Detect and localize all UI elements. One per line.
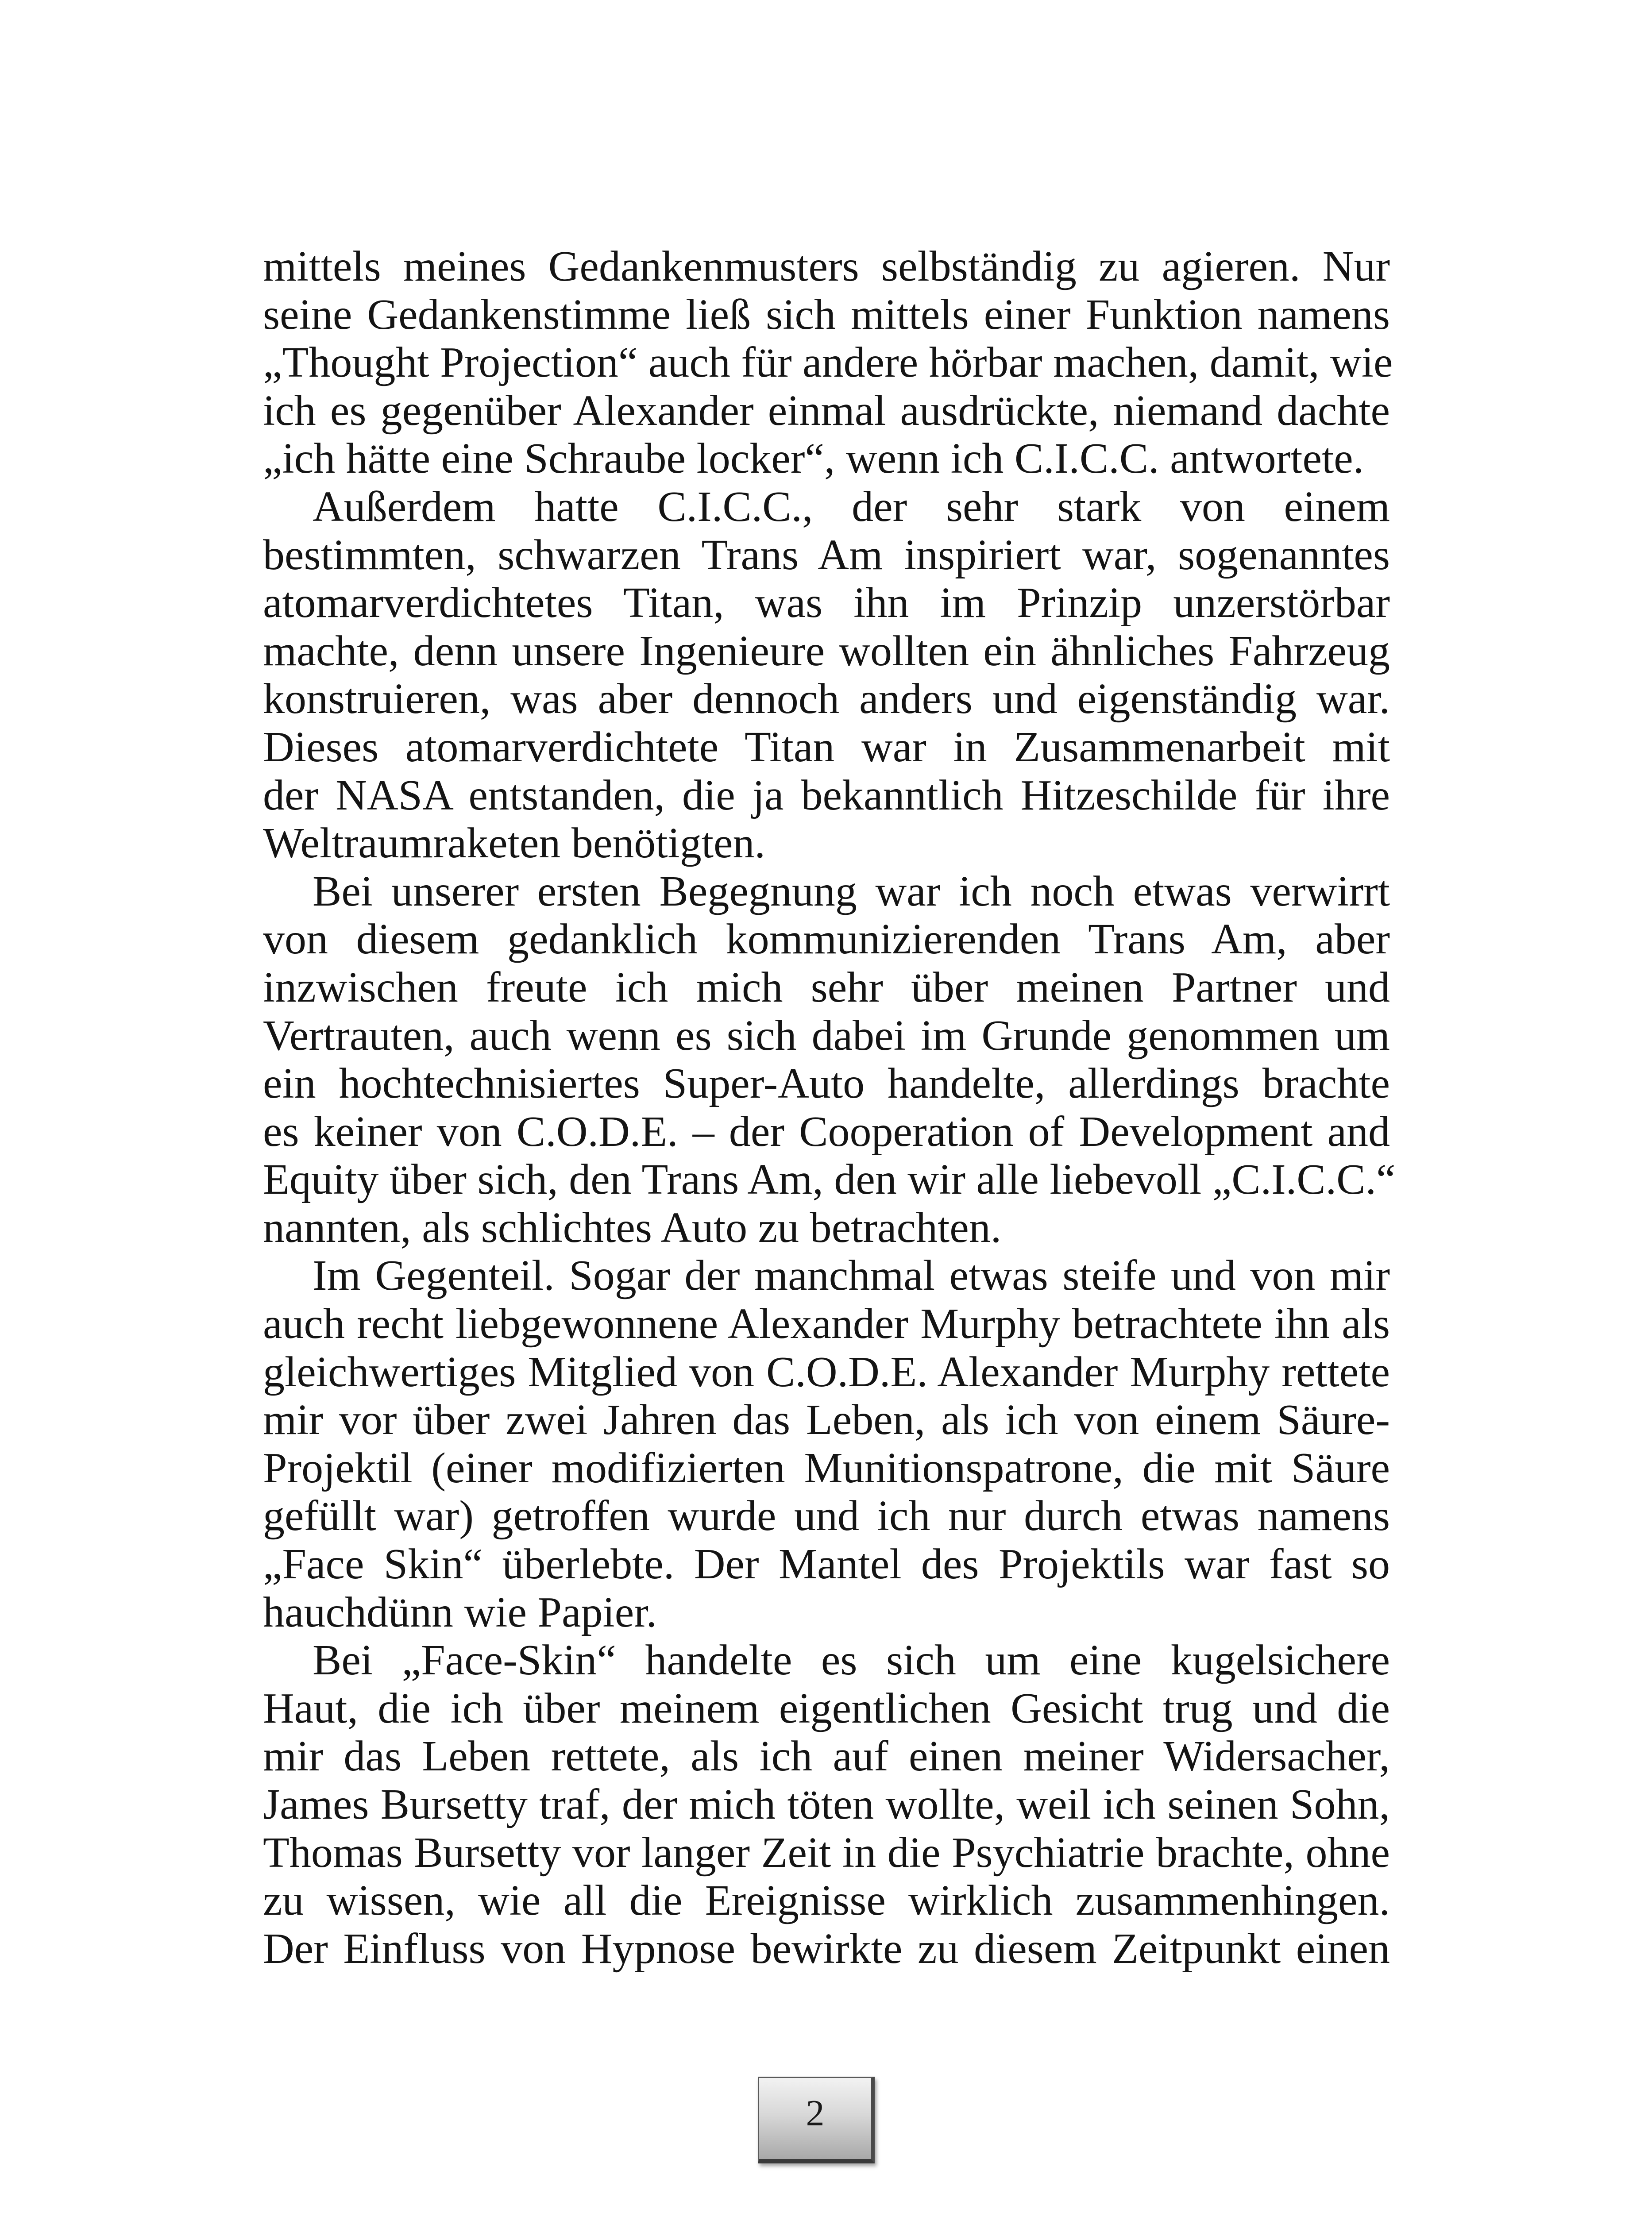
- page-number-badge: [758, 2077, 875, 2163]
- text-line: Haut, die ich über meinem eigentlichen Gesicht trug und die: [263, 1684, 1390, 1732]
- paragraph-1: [263, 243, 1393, 483]
- text-line: Vertrauten, auch wenn es sich dabei im Grunde genommen um: [263, 1011, 1390, 1060]
- text-line: Außerdem hatte C.I.C.C., der sehr stark von einem: [313, 482, 1390, 531]
- text-line: von diesem gedanklich kommunizierenden Trans Am, aber: [263, 915, 1390, 964]
- text-line: nannten, als schlichtes Auto zu betrachten.: [263, 1203, 1002, 1252]
- paragraph-3: [263, 867, 1396, 1252]
- text-line: Im Gegenteil. Sogar der manchmal etwas steife und von mir: [313, 1252, 1390, 1300]
- text-line: hauchdünn wie Papier.: [263, 1588, 657, 1636]
- text-line: ich es gegenüber Alexander einmal ausdrückte, niemand dachte: [263, 386, 1390, 435]
- text-line: „ich hätte eine Schraube locker“, wenn ich C.I.C.C. antwortete.: [263, 435, 1364, 483]
- paragraph-2: [263, 483, 1390, 867]
- text-line: zu wissen, wie all die Ereignisse wirklich zusammenhingen.: [263, 1877, 1390, 1925]
- text-line: bestimmten, schwarzen Trans Am inspiriert war, sogenanntes: [263, 531, 1390, 579]
- text-line: inzwischen freute ich mich sehr über meinen Partner und: [263, 963, 1390, 1011]
- text-line: Equity über sich, den Trans Am, den wir alle liebevoll „C.I.C.C.“: [263, 1156, 1396, 1204]
- text-line: machte, denn unsere Ingenieure wollten ein ähnliches Fahrzeug: [263, 627, 1390, 675]
- text-line: mir vor über zwei Jahren das Leben, als ich von einem Säure-: [263, 1396, 1390, 1444]
- text-line: gefüllt war) getroffen wurde und ich nur durch etwas namens: [263, 1492, 1390, 1540]
- text-line: atomarverdichtetes Titan, was ihn im Prinzip unzerstörbar: [263, 579, 1390, 627]
- text-line: konstruieren, was aber dennoch anders und eigenständig war.: [263, 675, 1390, 723]
- paragraph-5: [263, 1636, 1390, 1973]
- text-line: der NASA entstanden, die ja bekanntlich Hitzeschilde für ihre: [263, 771, 1390, 819]
- text-line: Der Einfluss von Hypnose bewirkte zu diesem Zeitpunkt einen: [263, 1924, 1390, 1973]
- paragraph-4: [263, 1252, 1390, 1636]
- text-line: Projektil (einer modifizierten Munitionspatrone, die mit Säure: [263, 1444, 1390, 1492]
- text-line: James Bursetty traf, der mich töten wollte, weil ich seinen Sohn,: [263, 1781, 1390, 1828]
- text-line: mir das Leben rettete, als ich auf einen meiner Widersacher,: [263, 1732, 1390, 1781]
- text-line: seine Gedankenstimme ließ sich mittels einer Funktion namens: [263, 290, 1390, 339]
- text-line: „Face Skin“ überlebte. Der Mantel des Projektils war fast so: [263, 1540, 1390, 1588]
- text-line: Weltraumraketen benötigten.: [263, 819, 765, 867]
- text-line: Dieses atomarverdichtete Titan war in Zusammenarbeit mit: [263, 723, 1390, 771]
- body-text: [263, 243, 1396, 1973]
- text-line: Thomas Bursetty vor langer Zeit in die Psychiatrie brachte, ohne: [263, 1828, 1390, 1877]
- text-line: mittels meines Gedankenmusters selbständig zu agieren. Nur: [263, 243, 1390, 290]
- text-line: es keiner von C.O.D.E. – der Cooperation of Development and: [263, 1107, 1390, 1156]
- text-line: ein hochtechnisiertes Super-Auto handelte, allerdings brachte: [263, 1060, 1390, 1108]
- text-line: Bei „Face-Skin“ handelte es sich um eine kugelsichere: [313, 1636, 1390, 1685]
- text-line: auch recht liebgewonnene Alexander Murphy betrachtete ihn als: [263, 1300, 1390, 1348]
- page-number: 2: [806, 2093, 825, 2134]
- text-line: gleichwertiges Mitglied von C.O.D.E. Alexander Murphy rettete: [263, 1348, 1390, 1396]
- text-line: Bei unserer ersten Begegnung war ich noch etwas verwirrt: [313, 867, 1390, 915]
- text-line: „Thought Projection“ auch für andere hörbar machen, damit, wie: [263, 339, 1393, 387]
